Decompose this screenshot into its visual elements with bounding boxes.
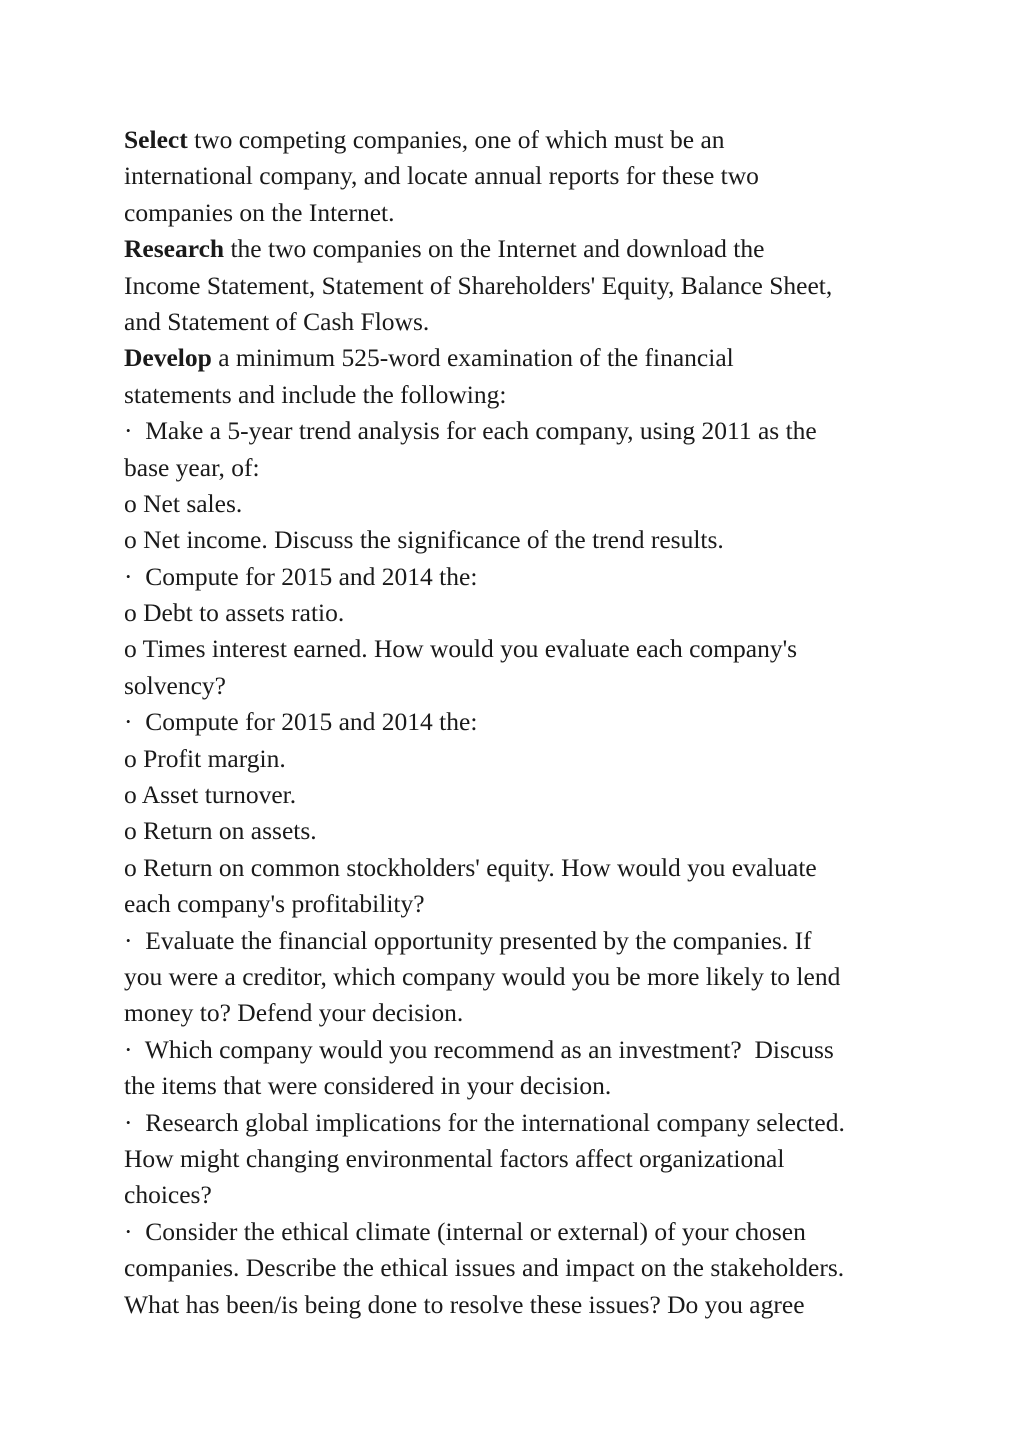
list-item: o Profit margin. <box>124 743 286 773</box>
list-item: · Compute for 2015 and 2014 the: <box>124 561 478 591</box>
list-item: o Return on common stockholders' equity. How would you evaluate <box>124 852 817 882</box>
list-item: · Consider the ethical climate (internal or external) of your chosen <box>124 1216 806 1246</box>
list-item: money to? Defend your decision. <box>124 998 464 1028</box>
list-item: · Compute for 2015 and 2014 the: <box>124 707 478 737</box>
lead-word-research: Research <box>124 234 225 264</box>
paragraph-line: and Statement of Cash Flows. <box>124 306 430 336</box>
list-item: · Make a 5-year trend analysis for each company, using 2011 as the <box>124 416 817 446</box>
paragraph-line: companies on the Internet. <box>124 197 395 227</box>
list-item: the items that were considered in your decision. <box>124 1071 612 1101</box>
list-item: choices? <box>124 1180 212 1210</box>
list-item: o Times interest earned. How would you evaluate each company's <box>124 634 798 664</box>
paragraph-text: the two companies on the Internet and download the <box>224 234 765 264</box>
list-item: How might changing environmental factors affect organizational <box>124 1143 785 1173</box>
list-item: · Research global implications for the international company selected. <box>124 1107 845 1137</box>
list-item: · Evaluate the financial opportunity presented by the companies. If <box>124 925 812 955</box>
list-item: o Return on assets. <box>124 816 317 846</box>
list-item: companies. Describe the ethical issues and impact on the stakeholders. <box>124 1253 845 1283</box>
list-item: each company's profitability? <box>124 889 425 919</box>
paragraph-select-line-1 <box>124 122 924 158</box>
paragraph-text: two competing companies, one of which must be an <box>187 125 725 154</box>
list-item: o Debt to assets ratio. <box>124 598 345 628</box>
list-item: · Which company would you recommend as an investment? Discuss <box>124 1034 834 1064</box>
paragraph-research-line-1 <box>124 231 924 267</box>
lead-word-select: Select <box>124 125 188 154</box>
list-item: o Net sales. <box>124 488 243 518</box>
paragraph-line: statements and include the following: <box>124 379 507 409</box>
list-item: you were a creditor, which company would you be more likely to lend <box>124 961 841 991</box>
list-item: What has been/is being done to resolve these issues? Do you agree <box>124 1289 805 1319</box>
list-item: solvency? <box>124 670 226 700</box>
document-body <box>124 122 924 1323</box>
list-item: o Net income. Discuss the significance of the trend results. <box>124 525 724 555</box>
lead-word-develop: Develop <box>124 343 212 373</box>
list-item: o Asset turnover. <box>124 780 297 810</box>
paragraph-line: Income Statement, Statement of Shareholders' Equity, Balance Sheet, <box>124 270 833 300</box>
list-item: base year, of: <box>124 452 260 482</box>
paragraph-text: a minimum 525-word examination of the financial <box>211 343 734 373</box>
paragraph-line: international company, and locate annual reports for these two <box>124 161 759 191</box>
paragraph-develop-line-1 <box>124 340 924 376</box>
